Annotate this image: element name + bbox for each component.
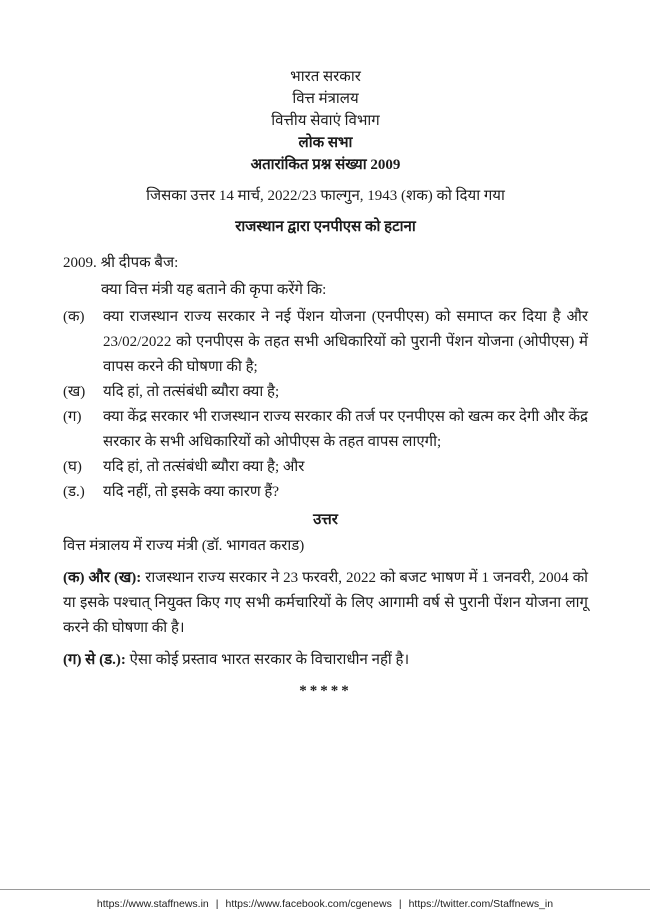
footer-link-twitter[interactable]: https://twitter.com/Staffnews_in [408,898,554,910]
footer-link-staffnews[interactable]: https://www.staffnews.in [96,898,209,910]
answer-paragraph-label: (ग) से (ड.): [63,652,126,668]
question-item-text: क्या केंद्र सरकार भी राजस्थान राज्य सरकार की तर्ज पर एनपीएस को खत्म कर देगी और केंद्र सरकार के सभी अधिकारियों को ओपीएस के तहत वापस लाएगी; [103,409,588,450]
end-marker: ***** [299,683,352,699]
header-subject: राजस्थान द्वारा एनपीएस को हटाना [235,219,416,235]
question-intro: क्या वित्त मंत्री यह बताने की कृपा करेंगे कि: [101,282,327,298]
answer-section [63,508,588,700]
answer-heading: उत्तर [313,512,338,528]
footer [0,889,650,920]
question-asker: 2009. श्री दीपक बैज: [63,255,179,271]
question-item [63,305,588,380]
question-item [63,380,588,405]
question-section [63,251,588,505]
answer-paragraph-text: ऐसा कोई प्रस्ताव भारत सरकार के विचाराधीन नहीं है। [129,652,410,668]
answer-paragraph-text: राजस्थान राज्य सरकार ने 23 फरवरी, 2022 को बजट भाषण में 1 जनवरी, 2004 को या इसके पश्चात् नियुक्त किए गए सभी कर्मचारियों के लिए आगामी वर्ष से पुरानी पेंशन योजना लागू करने की घोषणा की है। [63,570,589,636]
header-house: लोक सभा [298,135,353,151]
header-government: भारत सरकार [290,69,361,85]
question-item [63,405,588,455]
header-answer-date: जिसका उत्तर 14 मार्च, 2022/23 फाल्गुन, 1943 (शक) को दिया गया [146,188,505,204]
question-item-label: (ग) [63,409,82,425]
footer-link-facebook[interactable]: https://www.facebook.com/cgenews [225,898,392,910]
answer-paragraph [63,648,588,673]
question-item-text: यदि हां, तो तत्संबंधी ब्यौरा क्या है; और [103,459,305,475]
question-item [63,455,588,480]
question-list [63,305,588,505]
question-item-label: (घ) [63,459,82,475]
answer-paragraph [63,566,588,641]
spacer [63,207,588,216]
question-item-text: यदि हां, तो तत्संबंधी ब्यौरा क्या है; [103,384,280,400]
question-item-label: (ड.) [63,484,85,500]
spacer [63,176,588,185]
header-department: वित्तीय सेवाएं विभाग [271,113,380,129]
footer-separator: | [398,898,402,910]
answer-paragraph-label: (क) और (ख): [63,570,142,586]
header-question-number: अतारांकित प्रश्न संख्या 2009 [250,157,401,173]
header-ministry: वित्त मंत्रालय [292,91,359,107]
footer-separator: | [215,898,219,910]
question-item-text: यदि नहीं, तो इसके क्या कारण हैं? [103,484,280,500]
question-item-label: (ख) [63,384,86,400]
question-item [63,480,588,505]
question-item-text: क्या राजस्थान राज्य सरकार ने नई पेंशन योजना (एनपीएस) को समाप्त कर दिया है और 23/02/2022 को एनपीएस के तहत सभी अधिकारियों को पुरानी पेंशन योजना (ओपीएस) में वापस करने की घोषणा की है; [103,309,588,375]
question-item-label: (क) [63,309,85,325]
document-header [63,66,588,238]
answer-minister-line: वित्त मंत्रालय में राज्य मंत्री (डॉ. भागवत कराड) [63,538,305,554]
